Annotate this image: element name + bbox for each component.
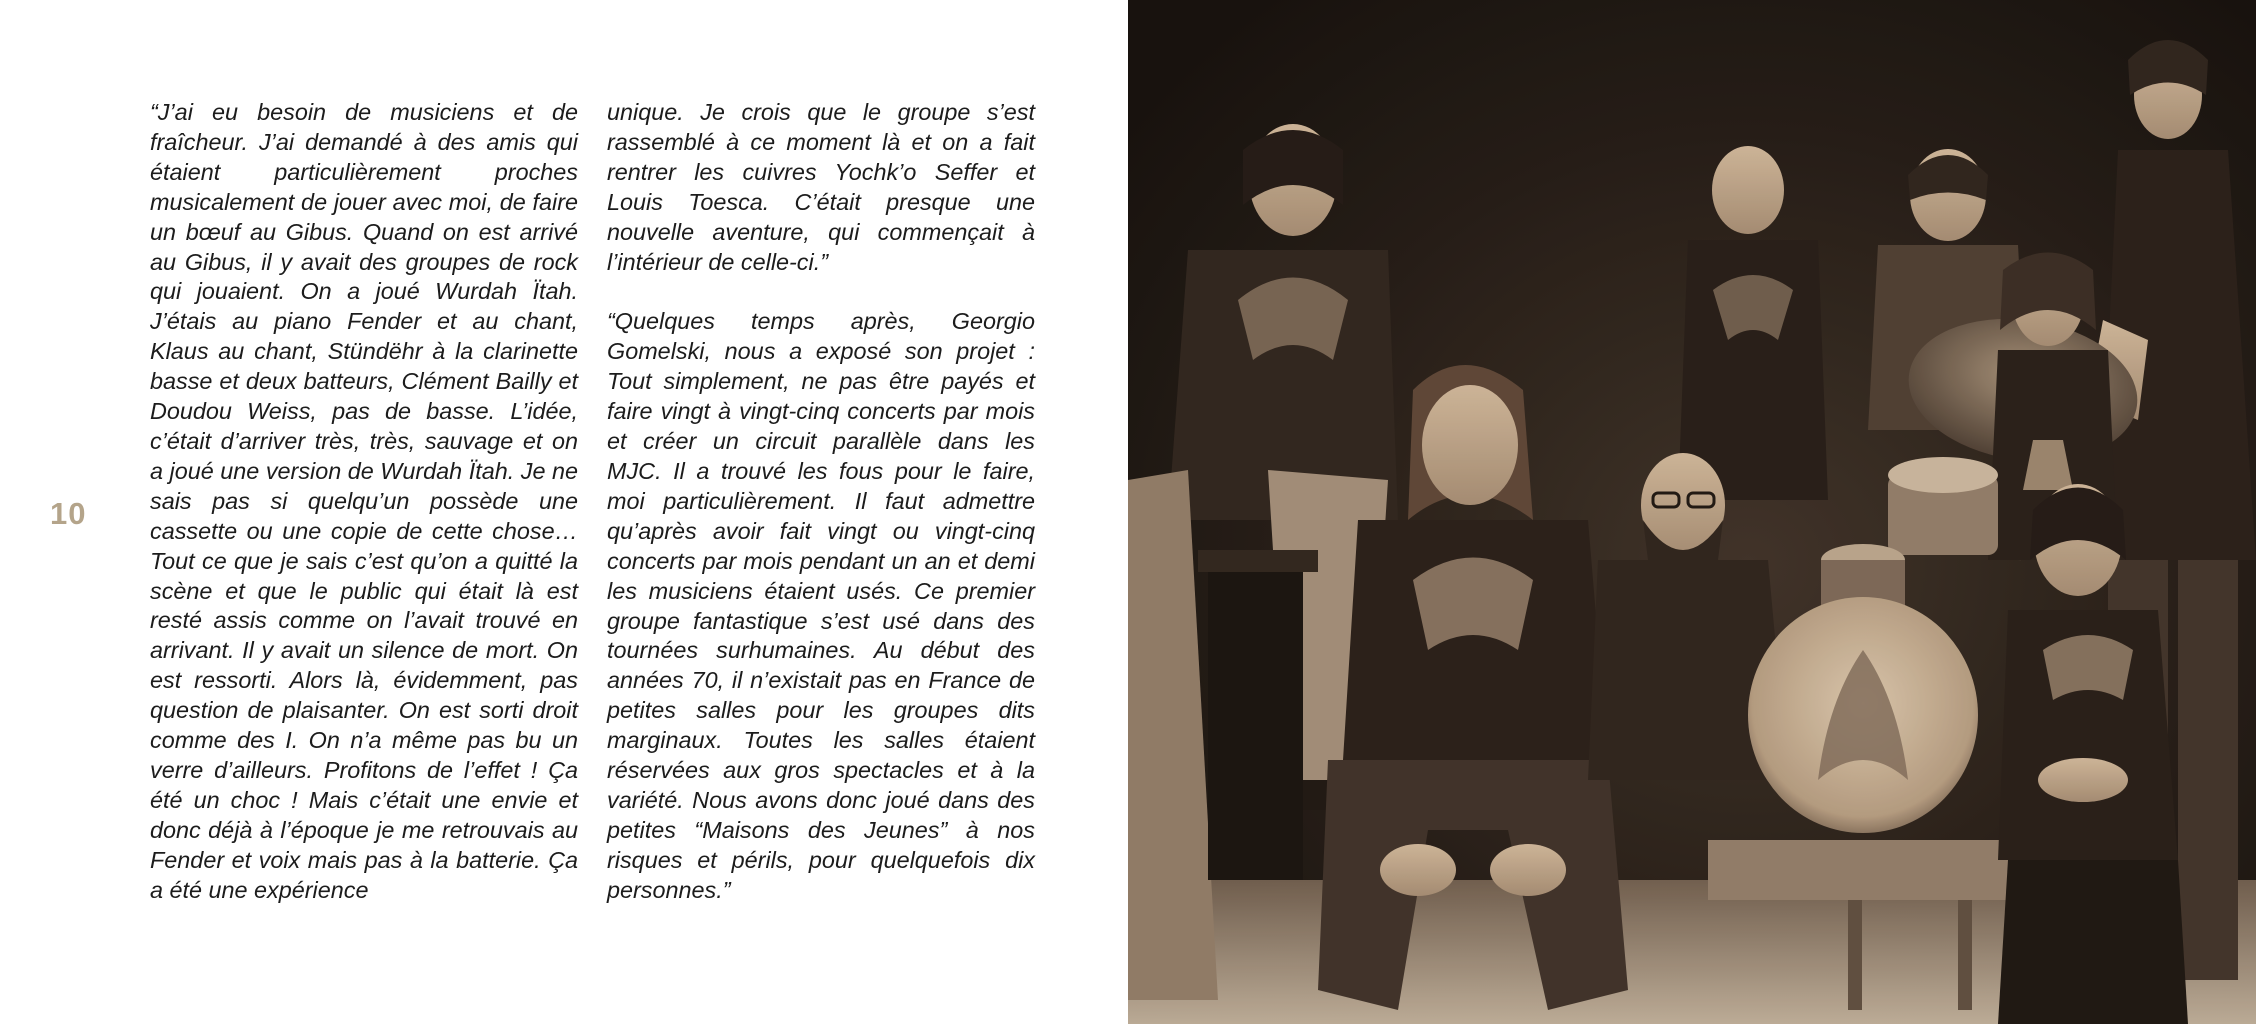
text-column-right xyxy=(607,98,1035,936)
band-photo-illustration xyxy=(1128,0,2256,1024)
band-photo xyxy=(1128,0,2256,1024)
paragraph: “Quelques temps après, Georgio Gomelski, nous a exposé son projet : Tout simplement, ne pas être payés et faire vingt à vingt-cinq concerts par mois et créer un circuit parallèle dans les MJC. Il a trouvé les fous pour le faire, moi particulièrement. Il faut admettre qu’après avoir fait vingt ou vingt-cinq concerts par mois pendant un an et demi les musiciens étaient usés. Ce premier groupe fantastique s’est usé dans des tournées surhumaines. Au début des années 70, il n’existait pas en France de petites salles pour les groupes dits marginaux. Toutes les salles étaient réservées aux gros spectacles et à la variété. Nous avons donc joué dans des petites “Maisons des Jeunes” à nos risques et périls, pour quelquefois dix personnes.” xyxy=(607,308,1035,903)
page-number: 10 xyxy=(50,496,87,531)
paragraph: “J’ai eu besoin de musiciens et de fraîcheur. J’ai demandé à des amis qui étaient particulièrement proches musicalement de jouer avec moi, de faire un bœuf au Gibus. Quand on est arrivé au Gibus, il y avait des groupes de rock qui jouaient. On a joué Wurdah Ïtah. J’étais au piano Fender et au chant, Klaus au chant, Stündëhr à la clarinette basse et deux batteurs, Clément Bailly et Doudou Weiss, pas de basse. L’idée, c’était d’arriver très, très, sauvage et on a joué une version de Wurdah Ïtah. Je ne sais pas si quelqu’un possède une cassette ou une copie de cette chose… Tout ce que je sais c’est qu’on a quitté la scène et que le public qui était là est resté assis comme on l’avait trouvé en arrivant. Il y avait un silence de mort. On est ressorti. Alors là, évidemment, pas question de plaisanter. On est sorti droit comme des I. On n’a même pas bu un verre d’ailleurs. Profitons de l’effet ! Ça été un choc ! Mais c’était une envie et donc déjà à l’époque je me retrouvais au Fender et voix mais pas à la batterie. Ça a été une expérience xyxy=(150,99,578,903)
paragraph: unique. Je crois que le groupe s’est rassemblé à ce moment là et on a fait rentrer les cuivres Yochk’o Seffer et Louis Toesca. C’était presque une nouvelle aventure, qui commençait à l’intérieur de celle-ci.” xyxy=(607,99,1035,275)
text-column-left xyxy=(150,98,578,935)
